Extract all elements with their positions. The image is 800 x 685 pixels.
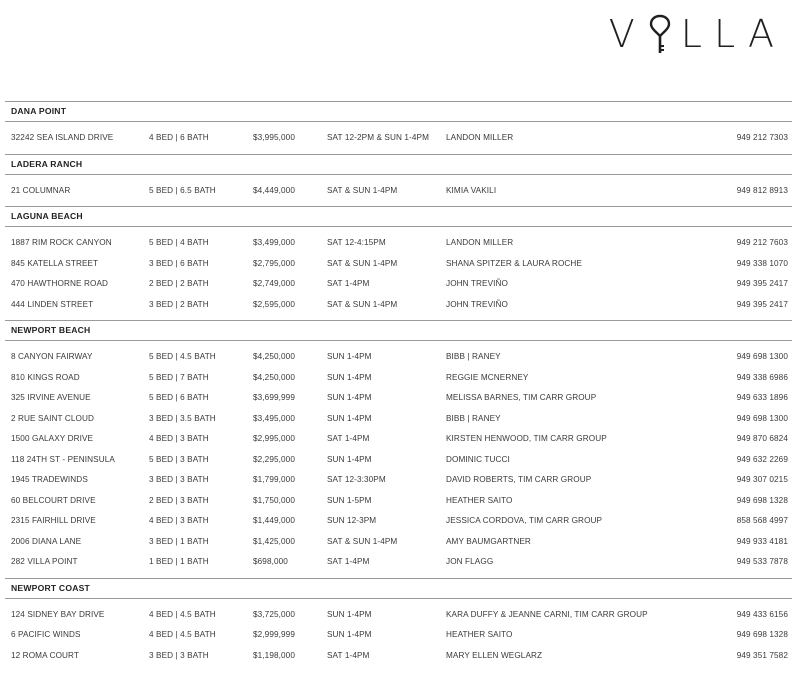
listing-beds-baths: 4 BED | 4.5 BATH [149,609,216,619]
listing-phone: 949 698 1328 [736,630,788,639]
listing-beds-baths: 4 BED | 3 BATH [149,516,209,525]
listing-agent: HEATHER SAITO [446,630,513,639]
listing-beds-baths: 5 BED | 4.5 BATH [149,352,216,361]
listing-open-house: SUN 1-4PM [327,372,372,382]
listing-price: $1,799,000 [253,475,295,484]
section-listings [5,175,792,207]
listing-agent: BIBB | RANEY [446,413,501,423]
listing-open-house: SAT 12-4:15PM [327,238,386,247]
listing-open-house: SAT & SUN 1-4PM [327,258,398,268]
listing-phone: 949 632 2269 [736,454,788,464]
listing-address: 444 LINDEN STREET [11,299,94,309]
listing-phone: 949 307 0215 [736,475,788,484]
listing-price: $3,495,000 [253,413,295,423]
listing-beds-baths: 5 BED | 4 BATH [149,238,209,247]
listing-row [5,605,792,626]
listing-agent: MELISSA BARNES, TIM CARR GROUP [446,393,597,402]
listing-open-house: SUN 1-4PM [327,352,372,361]
key-icon [647,14,673,54]
section-header: DANA POINT [5,101,792,122]
listing-row [5,511,792,532]
listing-open-house: SAT 12-2PM & SUN 1-4PM [327,133,429,142]
listing-address: 282 VILLA POINT [11,557,78,566]
listing-address: 118 24TH ST - PENINSULA [11,454,115,464]
section-listings [5,599,792,672]
listing-beds-baths: 4 BED | 6 BATH [149,133,209,142]
listing-phone: 949 533 7878 [736,557,788,566]
listing-beds-baths: 3 BED | 3 BATH [149,650,209,660]
listing-open-house: SUN 1-4PM [327,609,372,619]
listing-price: $4,250,000 [253,352,295,361]
listing-phone: 949 698 1300 [736,352,788,361]
listing-address: 60 BELCOURT DRIVE [11,495,96,505]
listing-row [5,429,792,450]
listing-row [5,646,792,667]
listing-address: 12 ROMA COURT [11,650,80,660]
listing-address: 1887 RIM ROCK CANYON [11,238,112,247]
listing-open-house: SUN 1-5PM [327,495,372,505]
listing-agent: BIBB | RANEY [446,352,501,361]
listing-phone: 949 698 1328 [736,495,788,505]
listing-open-house: SAT & SUN 1-4PM [327,185,398,195]
listing-agent: LANDON MILLER [446,133,514,142]
listing-price: $2,995,000 [253,434,295,443]
listing-row [5,233,792,254]
section-listings [5,122,792,154]
listing-agent: MARY ELLEN WEGLARZ [446,650,543,660]
listing-agent: KIMIA VAKILI [446,185,497,195]
listing-price: $2,749,000 [253,279,295,288]
listing-price: $1,750,000 [253,495,295,505]
listing-phone: 949 338 6986 [736,372,788,382]
logo-letter-v: V [608,12,647,56]
listing-address: 2315 FAIRHILL DRIVE [11,516,96,525]
listing-price: $3,995,000 [253,133,295,142]
listing-row [5,532,792,553]
listing-price: $3,725,000 [253,609,295,619]
listing-agent: DAVID ROBERTS, TIM CARR GROUP [446,475,592,484]
listing-agent: SHANA SPITZER & LAURA ROCHE [446,258,583,268]
listing-row [5,295,792,316]
listing-agent: KIRSTEN HENWOOD, TIM CARR GROUP [446,434,607,443]
villa-logo [609,14,786,54]
listing-address: 470 HAWTHORNE ROAD [11,279,109,288]
listing-row [5,552,792,573]
listing-phone: 949 351 7582 [736,650,788,660]
listing-agent: DOMINIC TUCCI [446,454,510,464]
listing-address: 21 COLUMNAR [11,185,71,195]
listing-price: $698,000 [253,557,288,566]
listing-phone: 949 395 2417 [736,279,788,288]
listing-open-house: SUN 1-4PM [327,413,372,423]
listing-row [5,274,792,295]
listing-agent: KARA DUFFY & JEANNE CARNI, TIM CARR GROUP [446,609,648,619]
listing-phone: 858 568 4997 [736,516,788,525]
listing-row [5,181,792,202]
listing-price: $1,198,000 [253,650,295,660]
listing-address: 1945 TRADEWINDS [11,475,88,484]
listing-agent: JOHN TREVIÑO [446,299,509,309]
listing-beds-baths: 5 BED | 3 BATH [149,454,209,464]
section-header: LADERA RANCH [5,154,792,175]
listing-address: 845 KATELLA STREET [11,258,99,268]
listing-row [5,347,792,368]
listing-agent: JON FLAGG [446,557,494,566]
listing-beds-baths: 2 BED | 3 BATH [149,495,209,505]
listing-address: 124 SIDNEY BAY DRIVE [11,609,105,619]
listing-address: 6 PACIFIC WINDS [11,630,81,639]
listing-phone: 949 633 1896 [736,393,788,402]
listing-row [5,368,792,389]
listing-row [5,409,792,430]
listing-price: $3,499,000 [253,238,295,247]
section-header: NEWPORT COAST [5,578,792,599]
listing-phone: 949 812 8913 [736,185,788,195]
listing-beds-baths: 2 BED | 2 BATH [149,279,209,288]
section-listings [5,227,792,320]
listing-open-house: SUN 1-4PM [327,454,372,464]
listing-phone: 949 338 1070 [736,258,788,268]
listing-beds-baths: 3 BED | 6 BATH [149,258,209,268]
listing-row [5,491,792,512]
listing-row [5,470,792,491]
listing-row [5,625,792,646]
listing-open-house: SAT 12-3:30PM [327,475,386,484]
listing-open-house: SUN 1-4PM [327,630,372,639]
listing-phone: 949 212 7303 [736,133,788,142]
listing-agent: JOHN TREVIÑO [446,279,509,288]
listing-beds-baths: 5 BED | 7 BATH [149,372,209,382]
listing-open-house: SAT 1-4PM [327,557,370,566]
listing-address: 8 CANYON FAIRWAY [11,352,93,361]
listing-phone: 949 395 2417 [736,299,788,309]
listing-address: 2 RUE SAINT CLOUD [11,413,94,423]
logo-letters-lla: LLA [680,12,786,56]
listing-price: $4,250,000 [253,372,295,382]
listing-row [5,128,792,149]
listing-open-house: SUN 1-4PM [327,393,372,402]
open-house-listing [5,101,792,671]
listing-address: 1500 GALAXY DRIVE [11,434,94,443]
listing-address: 810 KINGS ROAD [11,372,80,382]
listing-beds-baths: 3 BED | 3.5 BATH [149,413,216,423]
listing-price: $2,999,999 [253,630,295,639]
section-header: NEWPORT BEACH [5,320,792,341]
section-header: LAGUNA BEACH [5,206,792,227]
listing-open-house: SAT & SUN 1-4PM [327,299,398,309]
listing-agent: REGGIE MCNERNEY [446,372,529,382]
listing-beds-baths: 3 BED | 3 BATH [149,475,209,484]
listing-beds-baths: 3 BED | 2 BATH [149,299,209,309]
listing-open-house: SUN 12-3PM [327,516,377,525]
listing-row [5,388,792,409]
section-listings [5,341,792,578]
listing-price: $4,449,000 [253,185,295,195]
listing-address: 325 IRVINE AVENUE [11,393,91,402]
listing-phone: 949 698 1300 [736,413,788,423]
listing-agent: HEATHER SAITO [446,495,513,505]
listing-open-house: SAT 1-4PM [327,279,370,288]
listing-phone: 949 870 6824 [736,434,788,443]
listing-beds-baths: 5 BED | 6.5 BATH [149,185,216,195]
listing-price: $1,425,000 [253,536,295,546]
listing-beds-baths: 4 BED | 3 BATH [149,434,209,443]
listing-beds-baths: 3 BED | 1 BATH [149,536,209,546]
listing-open-house: SAT 1-4PM [327,434,370,443]
listing-price: $3,699,999 [253,393,295,402]
listing-row [5,450,792,471]
listing-price: $2,295,000 [253,454,295,464]
listing-price: $2,795,000 [253,258,295,268]
listing-agent: AMY BAUMGARTNER [446,536,531,546]
listing-address: 2006 DIANA LANE [11,536,82,546]
listing-beds-baths: 1 BED | 1 BATH [149,557,209,566]
listing-beds-baths: 4 BED | 4.5 BATH [149,630,216,639]
listing-phone: 949 212 7603 [736,238,788,247]
listing-price: $2,595,000 [253,299,295,309]
listing-phone: 949 433 6156 [736,609,788,619]
listing-open-house: SAT & SUN 1-4PM [327,536,398,546]
listing-agent: JESSICA CORDOVA, TIM CARR GROUP [446,516,603,525]
listing-open-house: SAT 1-4PM [327,650,370,660]
listing-address: 32242 SEA ISLAND DRIVE [11,133,114,142]
listing-agent: LANDON MILLER [446,238,514,247]
listing-price: $1,449,000 [253,516,295,525]
listing-phone: 949 933 4181 [736,536,788,546]
listing-beds-baths: 5 BED | 6 BATH [149,393,209,402]
listing-row [5,254,792,275]
